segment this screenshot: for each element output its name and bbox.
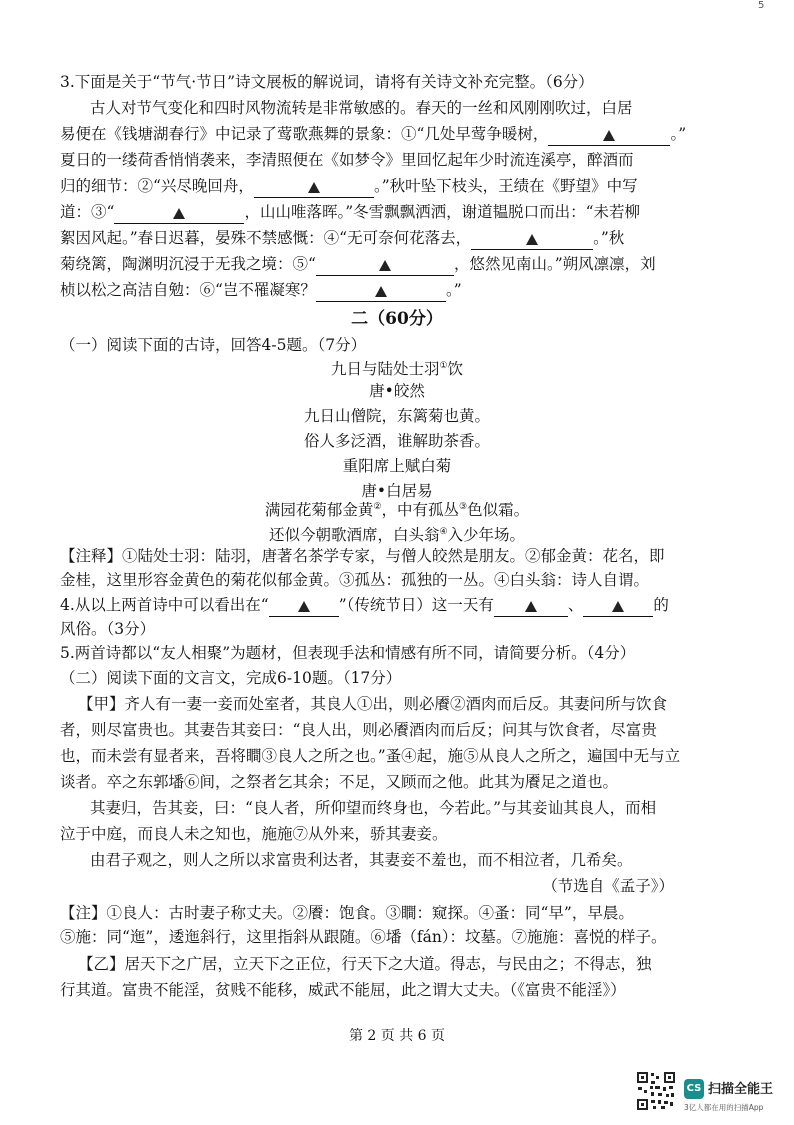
q3-line-4: 夏日的一缕荷香悄悄袭来，李清照便在《如梦令》里回忆起年少时流连溪亭，醉酒而: [60, 151, 634, 169]
jia-line-6: 泣于中庭，而良人未之知也，施施⑦从外来，骄其妻妾。: [60, 825, 448, 843]
corner-mark: 5: [758, 0, 765, 11]
poem2-line-2: 还似今朝歌酒席，白头翁④入少年场。: [268, 526, 526, 545]
triangle-marker-icon: [526, 234, 538, 245]
q3-line-8: 菊绕篱，陶渊明沉浸于无我之境：⑤“ ，悠然见南山。”朔风凛凛，刘: [60, 254, 736, 276]
qr-code-icon: [636, 1071, 676, 1111]
triangle-marker-icon: [525, 601, 537, 612]
yi-line-1: 【乙】居天下之广居，立天下之正位，行天下之大道。得志，与民由之；不得志，独: [78, 955, 652, 973]
triangle-marker-icon: [603, 130, 615, 141]
yi-line-2: 行其道。富贵不能淫，贫贱不能移，威武不能屈，此之谓大丈夫。（《富贵不能淫》）: [60, 981, 626, 999]
q5: 5.两首诗都以“友人相聚”为题材，但表现手法和情感有所不同，请简要分析。（4分）: [60, 644, 636, 662]
part1-notes-line-1: 【注释】①陆处士羽：陆羽，唐著名茶学专家，与僧人皎然是朋友。②郁金黄：花名，即: [60, 547, 665, 565]
q3-line-7: 絮因风起。”春日迟暮，晏殊不禁感慨：④“无可奈何花落去， 。”秋: [60, 228, 736, 250]
camscanner-logo-icon: CS: [684, 1079, 704, 1099]
q3-header: 3.下面是关于“节气·节日”诗文展板的解说词，请将有关诗文补充完整。（6分）: [60, 73, 594, 91]
q3-line-3: 易便在《钱塘湖春行》中记录了莺歌燕舞的景象：①“几处早莺争暖树， 。”: [60, 124, 736, 146]
poem2-title: 重阳席上赋白菊: [342, 457, 452, 475]
jia-line-1: 【甲】齐人有一妻一妾而处室者，其良人①出，则必餍②酒肉而后反。其妻问所与饮食: [78, 695, 668, 713]
triangle-marker-icon: [308, 182, 320, 193]
answer-blank-6[interactable]: [316, 283, 446, 302]
jia-source: （节选自《孟子》）: [542, 877, 674, 895]
answer-blank-2[interactable]: [254, 179, 374, 198]
poem1-title: 九日与陆处士羽①饮: [330, 360, 464, 379]
part1-notes-line-2: 金桂，这里形容金黄色的菊花似郁金黄。③孤丛：孤独的一丛。④白头翁：诗人自谓。: [60, 571, 650, 589]
answer-blank-1[interactable]: [548, 127, 670, 146]
jia-line-4: 谈者。卒之东郭墦⑥间，之祭者乞其余；不足，又顾而之他。此其为餍足之道也。: [60, 773, 619, 791]
answer-blank-3[interactable]: [114, 205, 244, 224]
part1-header: （一）阅读下面的古诗，回答4-5题。（7分）: [60, 336, 367, 354]
q4-line-2: 风俗。（3分）: [60, 620, 156, 638]
scanner-app-name: 扫描全能王: [708, 1082, 774, 1097]
triangle-marker-icon: [612, 601, 624, 612]
q4-line-1: 4.从以上两首诗中可以看出在“ ”（传统节日）这一天有 、 的: [60, 595, 736, 617]
answer-blank-q4-festival[interactable]: [269, 598, 339, 617]
part2-notes-line-1: 【注】①良人：古时妻子称丈夫。②餍：饱食。③瞷：窥探。④蚤：同“早”，早晨。: [60, 904, 634, 922]
triangle-marker-icon: [173, 208, 185, 219]
answer-blank-5[interactable]: [316, 257, 454, 276]
jia-line-7: 由君子观之，则人之所以求富贵利达者，其妻妾不羞也，而不相泣者，几希矣。: [90, 851, 633, 869]
jia-line-2: 者，则尽富贵也。其妻告其妾曰：“良人出，则必餍酒肉而后反；问其与饮食者，尽富贵: [60, 721, 657, 739]
poem1-author: 唐•皎然: [369, 382, 425, 400]
poem1-line-2: 俗人多泛酒，谁解助茶香。: [303, 432, 490, 450]
answer-blank-q4-custom-1[interactable]: [494, 598, 568, 617]
triangle-marker-icon: [298, 601, 310, 612]
poem2-author: 唐•白居易: [361, 482, 433, 500]
page-number: 第 2 页 共 6 页: [348, 1028, 446, 1044]
q3-line-6: 道：③“ ，山山唯落晖。”冬雪飘飘洒洒，谢道韫脱口而出：“未若柳: [60, 202, 736, 224]
section-2-title: 二（60分）: [351, 309, 443, 329]
part2-notes-line-2: ⑤施：同“迤”，逶迤斜行，这里指斜从跟随。⑥墦（fán）：坟墓。⑦施施：喜悦的样子。: [60, 928, 667, 946]
poem1-line-1: 九日山僧院，东篱菊也黄。: [303, 407, 490, 425]
answer-blank-q4-custom-2[interactable]: [583, 598, 653, 617]
triangle-marker-icon: [375, 286, 387, 297]
q3-line-9: 桢以松之高洁自勉：⑥“岂不罹凝寒？ 。”: [60, 280, 736, 302]
jia-line-3: 也，而未尝有显者来，吾将瞷③良人之所之也。”蚤④起，施⑤从良人之所之，遍国中无与立: [60, 747, 681, 765]
triangle-marker-icon: [379, 260, 391, 271]
jia-line-5: 其妻归，告其妾，曰：“良人者，所仰望而终身也，今若此。”与其妾讪其良人，而相: [90, 799, 657, 817]
answer-blank-4[interactable]: [471, 231, 593, 250]
q3-line-2: 古人对节气变化和四时风物流转是非常敏感的。春天的一丝和风刚刚吹过，白居: [90, 99, 633, 117]
scanner-app-tagline: 3亿人都在用的扫描App: [684, 1103, 764, 1112]
part2-header: （二）阅读下面的文言文，完成6-10题。（17分）: [60, 669, 402, 687]
q3-line-5: 归的细节：②“兴尽晚回舟， 。”秋叶坠下枝头，王绩在《野望》中写: [60, 176, 736, 198]
poem2-line-1: 满园花菊郁金黄②，中有孤丛③色似霜。: [264, 501, 530, 520]
